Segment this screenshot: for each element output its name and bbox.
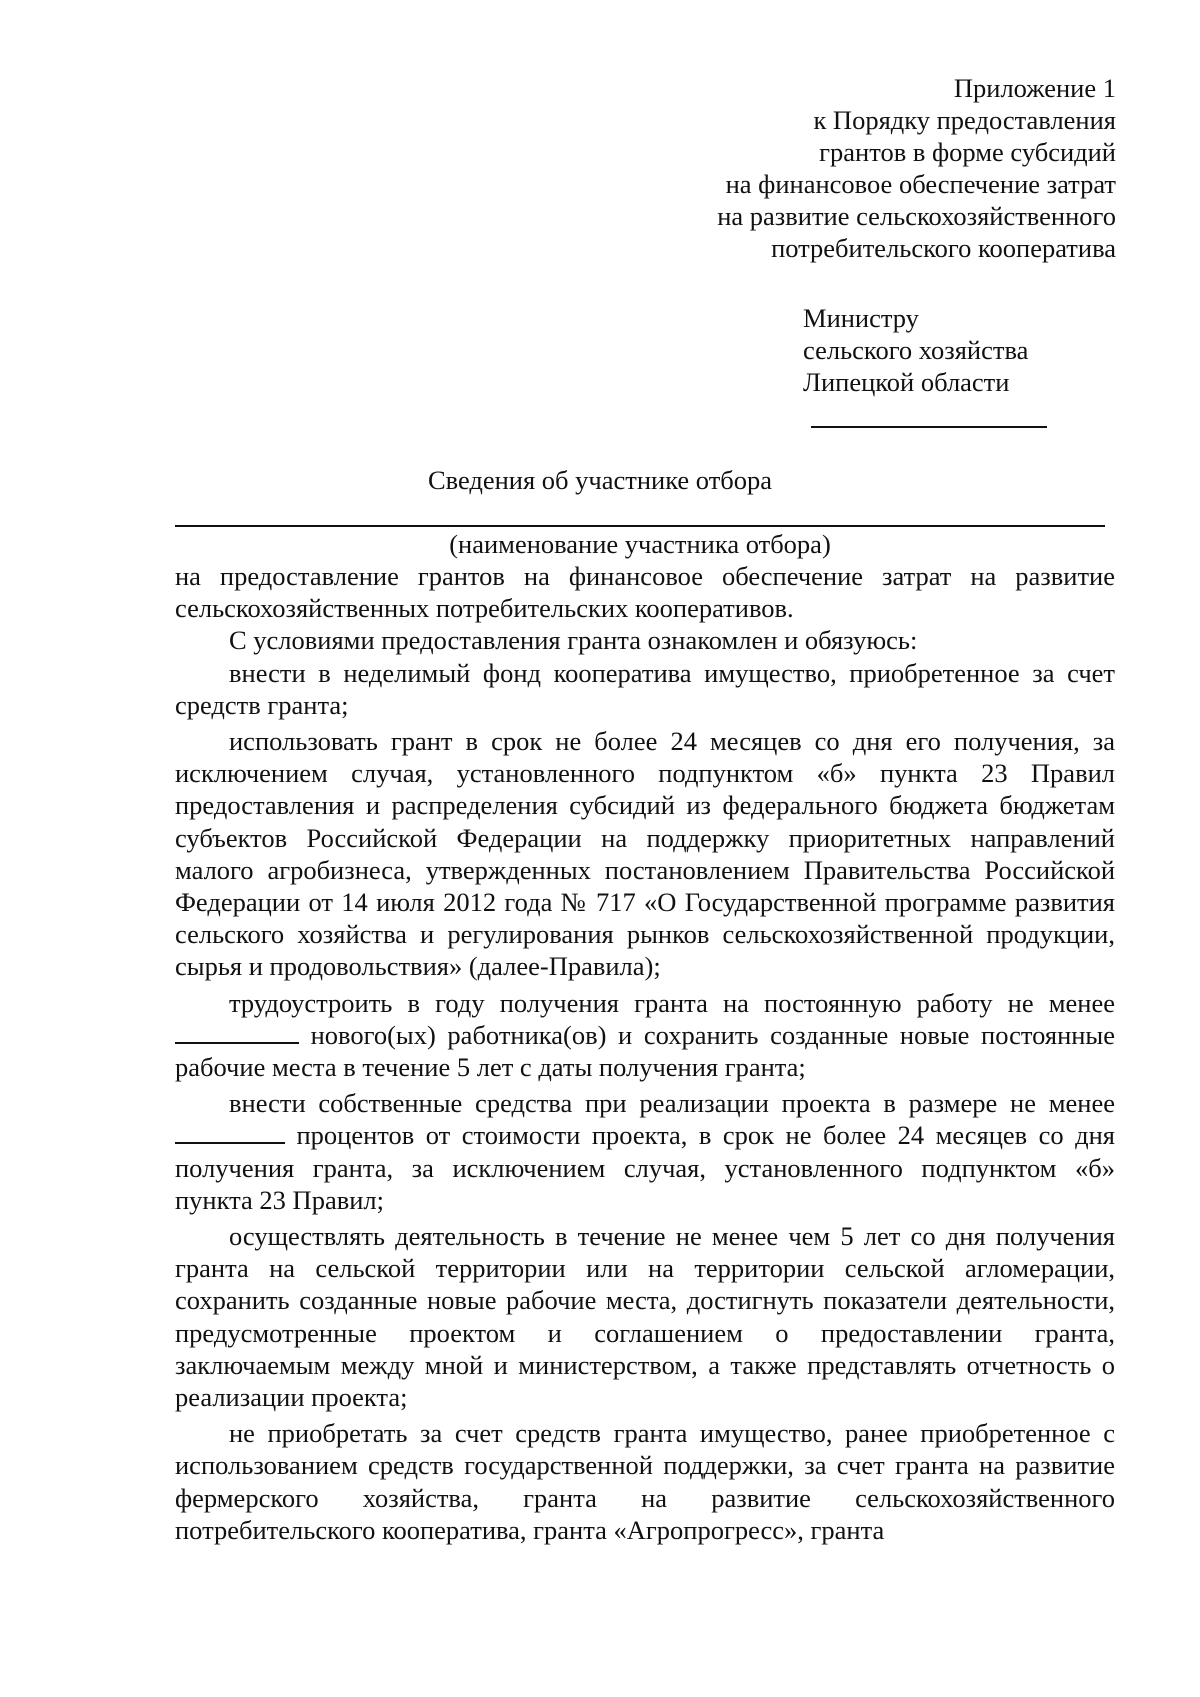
appendix-line: грантов в форме субсидий: [819, 137, 1116, 167]
body-paragraph: осуществлять деятельность в течение не менее чем 5 лет со дня получения гранта на сельской территории или на территории сельской агломерации, сохранить созданные новые рабочие места, достигнуть показатели деятельности, предусмотренные проектом и соглашением о предоставлении гранта, заключаемым между мной и министерством, а также представлять отчетность о реализации проекта;: [175, 1221, 1115, 1413]
appendix-line: на развитие сельскохозяйственного: [717, 201, 1116, 231]
body-paragraph: [175, 987, 1115, 1084]
addressee-line: Министру: [803, 303, 919, 333]
paragraph-text: нового(ых) работника(ов) и сохранить созданные новые постоянные рабочие места в течение 5 лет с даты получения гранта;: [175, 1019, 1115, 1083]
appendix-line: потребительского кооператива: [771, 233, 1116, 263]
appendix-line: на финансовое обеспечение затрат: [725, 169, 1116, 199]
appendix-line: к Порядку предоставления: [813, 105, 1116, 135]
body-paragraph: внести в неделимый фонд кооператива имущество, приобретенное за счет средств гранта;: [175, 657, 1115, 720]
body-paragraph: на предоставление грантов на финансовое обеспечение затрат на развитие сельскохозяйственных потребительских кооперативов.: [175, 561, 1115, 624]
appendix-block: [660, 72, 1116, 264]
body-paragraph: использовать грант в срок не более 24 месяцев со дня его получения, за исключением случая, установленного подпунктом «б» пункта 23 Правил предоставления и распределения субсидий из федерального бюджета бюджетам субъектов Российской Федерации на поддержку приоритетных направлений малого агробизнеса, утвержденных постановлением Правительства Российской Федерации от 14 июля 2012 года № 717 «О Государственной программе развития сельского хозяйства и регулирования рынков сельскохозяйственной продукции, сырья и продовольствия» (далее-Правила);: [175, 726, 1115, 982]
paragraph-text: внести собственные средства при реализации проекта в размере не менее: [229, 1088, 1115, 1119]
document-title: Сведения об участнике отбора: [427, 465, 773, 495]
participant-name-line: [175, 525, 1105, 527]
paragraph-text: процентов от стоимости проекта, в срок не более 24 месяцев со дня получения гранта, за исключением случая, установленного подпунктом «б» пункта 23 Правил;: [175, 1120, 1115, 1215]
body-paragraph: С условиями предоставления гранта ознакомлен и обязуюсь:: [229, 625, 918, 656]
body-paragraph: не приобретать за счет средств гранта имущество, ранее приобретенное с использованием средств государственной поддержки, за счет гранта на развитие фермерского хозяйства, гранта на развитие сельскохозяйственного потребительского кооператива, гранта «Агропрогресс», гранта: [175, 1418, 1115, 1545]
addressee-block: [803, 302, 1028, 398]
workers-count-blank: [175, 1020, 299, 1044]
addressee-blank-line: [811, 426, 1047, 428]
body-paragraph: [175, 1087, 1115, 1216]
appendix-line: Приложение 1: [953, 73, 1116, 103]
addressee-line: Липецкой области: [803, 367, 1010, 397]
percent-blank: [175, 1120, 285, 1144]
participant-name-caption: (наименование участника отбора): [449, 529, 831, 559]
document-body: [175, 560, 1115, 1546]
addressee-line: сельского хозяйства: [803, 335, 1029, 365]
paragraph-text: трудоустроить в году получения гранта на постоянную работу не менее: [229, 987, 1115, 1018]
